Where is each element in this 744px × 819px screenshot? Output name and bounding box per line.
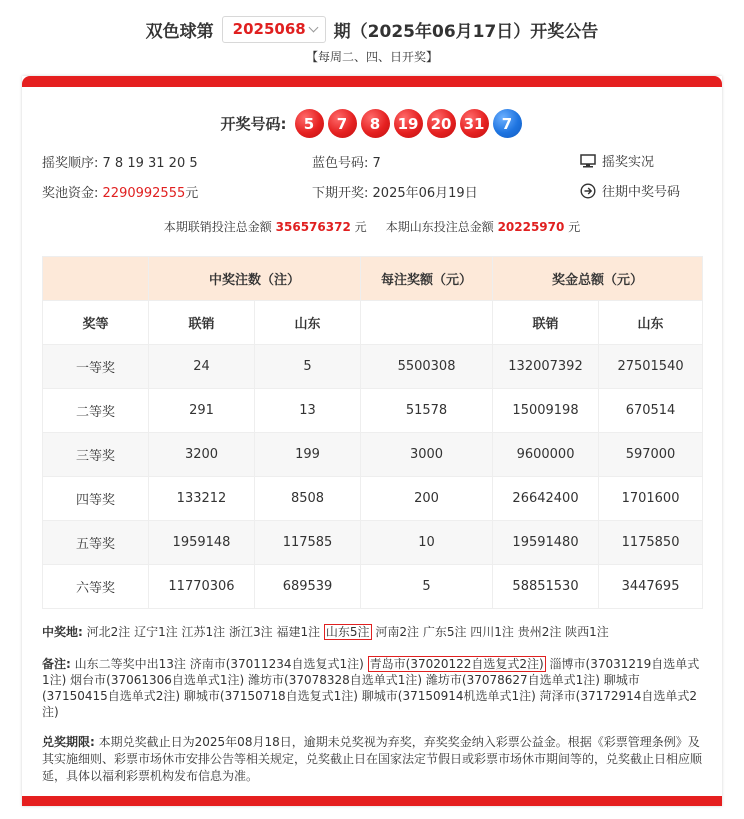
national-sales-label: 本期联销投注总金额 <box>163 220 272 234</box>
table-cell: 200 <box>361 477 493 521</box>
shandong-sales-value: 20225970 <box>497 220 565 234</box>
draw-video-label: 摇奖实况 <box>602 155 655 170</box>
table-cell: 291 <box>149 389 255 433</box>
next-draw <box>312 182 478 201</box>
claim-deadline-label: 兑奖期限: <box>42 735 95 749</box>
highlighted-remark: 青岛市(37020122自选复式2注) <box>369 657 544 671</box>
table-cell: 六等奖 <box>43 565 149 609</box>
table-row <box>43 345 703 389</box>
jackpot-pool-label: 奖池资金: <box>42 186 99 201</box>
winning-regions-label: 中奖地: <box>42 625 83 639</box>
table-cell: 26642400 <box>493 477 599 521</box>
prize-table <box>42 256 703 609</box>
national-sales-unit: 元 <box>354 220 367 234</box>
table-cell: 11770306 <box>149 565 255 609</box>
table-cell: 133212 <box>149 477 255 521</box>
table-cell: 199 <box>255 433 361 477</box>
table-row <box>43 433 703 477</box>
arrow-right-circle-icon <box>580 183 596 199</box>
issue-select[interactable] <box>222 16 326 43</box>
table-cell: 10 <box>361 521 493 565</box>
jackpot-pool <box>42 182 198 201</box>
table-cell: 三等奖 <box>43 433 149 477</box>
table-cell: 一等奖 <box>43 345 149 389</box>
table-subheader-row <box>43 301 703 345</box>
chevron-down-icon <box>308 22 318 32</box>
next-draw-label: 下期开奖: <box>312 186 369 201</box>
table-subheader: 山东 <box>255 301 361 345</box>
title-prefix: 双色球第 <box>145 21 214 42</box>
table-subheader: 奖等 <box>43 301 149 345</box>
table-cell: 五等奖 <box>43 521 149 565</box>
highlighted-region: 山东5注 <box>325 625 370 639</box>
winning-regions-list: 河南2注 广东5注 四川1注 贵州2注 陕西1注 <box>375 625 609 639</box>
table-cell: 132007392 <box>493 345 599 389</box>
table-cell: 27501540 <box>599 345 703 389</box>
table-cell: 5 <box>255 345 361 389</box>
table-subheader: 山东 <box>599 301 703 345</box>
table-header: 每注奖额（元） <box>361 257 493 301</box>
page-header <box>0 12 744 46</box>
sales-totals <box>22 218 722 235</box>
blue-number <box>312 152 381 171</box>
blue-number-value: 7 <box>372 156 381 171</box>
issue-number: 2025068 <box>232 20 306 38</box>
winning-regions-list: 河北2注 辽宁1注 江苏1注 浙江3注 福建1注 <box>86 625 321 639</box>
next-draw-value: 2025年06月19日 <box>372 186 478 201</box>
monitor-icon <box>580 154 596 168</box>
table-cell: 8508 <box>255 477 361 521</box>
table-cell: 13 <box>255 389 361 433</box>
remarks-label: 备注: <box>42 657 71 671</box>
table-cell: 19591480 <box>493 521 599 565</box>
jackpot-pool-value: 2290992555 <box>102 186 186 201</box>
blue-ball: 7 <box>493 109 522 138</box>
table-cell: 117585 <box>255 521 361 565</box>
claim-deadline-text: 本期兑奖截止日为2025年08月18日，逾期未兑奖视为弃奖，弃奖奖金纳入彩票公益金。根据《彩票管理条例》及其实施细则、彩票市场休市安排公告等相关规定，兑奖截止日在国家法定节假日或彩票市场休市期间等的，兑奖截止日相应顺延，具体以福利彩票机构发布信息为准。 <box>42 735 703 783</box>
jackpot-pool-unit: 元 <box>185 186 199 201</box>
table-row <box>43 389 703 433</box>
claim-deadline <box>42 734 702 785</box>
table-cell: 二等奖 <box>43 389 149 433</box>
table-cell: 9600000 <box>493 433 599 477</box>
table-subheader <box>361 301 493 345</box>
remarks-text: 淄博市(37031219自选单式1注) 烟台市(37061306自选单式1注) 潍坊市(37078328自选单式1注) 潍坊市(37078627自选单式1注) 聊城市(37150415自选单式2注) 聊城市(37150718自选复式1注) 聊城市(37150914机选单式1注) 菏泽市(37172914自选单式2注) <box>42 657 700 719</box>
history-link[interactable] <box>580 181 680 200</box>
table-cell: 597000 <box>599 433 703 477</box>
card-top-bar <box>22 76 722 87</box>
table-cell: 58851530 <box>493 565 599 609</box>
table-cell: 15009198 <box>493 389 599 433</box>
draw-order <box>42 152 198 171</box>
red-ball: 20 <box>427 109 456 138</box>
table-header-blank <box>43 257 149 301</box>
table-cell: 3200 <box>149 433 255 477</box>
history-link-label: 往期中奖号码 <box>602 185 681 200</box>
draw-order-value: 7 8 19 31 20 5 <box>102 156 198 171</box>
table-subheader: 联销 <box>493 301 599 345</box>
shandong-sales-label: 本期山东投注总金额 <box>385 220 494 234</box>
shandong-sales-unit: 元 <box>568 220 581 234</box>
table-cell: 5 <box>361 565 493 609</box>
result-card <box>22 76 722 806</box>
title-suffix: 期（2025年06月17日）开奖公告 <box>333 21 599 42</box>
table-cell: 1701600 <box>599 477 703 521</box>
table-cell: 四等奖 <box>43 477 149 521</box>
table-cell: 5500308 <box>361 345 493 389</box>
card-bottom-bar <box>22 796 722 806</box>
table-subheader: 联销 <box>149 301 255 345</box>
draw-video-link[interactable] <box>580 151 654 170</box>
remarks-text: 山东二等奖中出13注 济南市(37011234自选复式1注) <box>74 657 364 671</box>
blue-number-label: 蓝色号码: <box>312 156 369 171</box>
table-cell: 689539 <box>255 565 361 609</box>
table-cell: 24 <box>149 345 255 389</box>
winning-regions <box>42 624 702 640</box>
table-header: 中奖注数（注） <box>149 257 361 301</box>
red-ball: 5 <box>295 109 324 138</box>
winning-numbers-label: 开奖号码: <box>220 115 287 133</box>
table-cell: 51578 <box>361 389 493 433</box>
red-ball: 7 <box>328 109 357 138</box>
national-sales-value: 356576372 <box>275 220 351 234</box>
draw-order-label: 摇奖顺序: <box>42 156 99 171</box>
table-cell: 3000 <box>361 433 493 477</box>
table-cell: 1959148 <box>149 521 255 565</box>
draw-schedule: 【每周二、四、日开奖】 <box>305 50 438 64</box>
table-cell: 1175850 <box>599 521 703 565</box>
red-ball: 8 <box>361 109 390 138</box>
table-row <box>43 521 703 565</box>
red-ball: 19 <box>394 109 423 138</box>
table-header: 奖金总额（元） <box>493 257 703 301</box>
red-ball: 31 <box>460 109 489 138</box>
table-cell: 3447695 <box>599 565 703 609</box>
table-cell: 670514 <box>599 389 703 433</box>
winning-numbers <box>22 109 722 138</box>
table-row <box>43 565 703 609</box>
table-header-row <box>43 257 703 301</box>
remarks <box>42 656 702 720</box>
table-row <box>43 477 703 521</box>
